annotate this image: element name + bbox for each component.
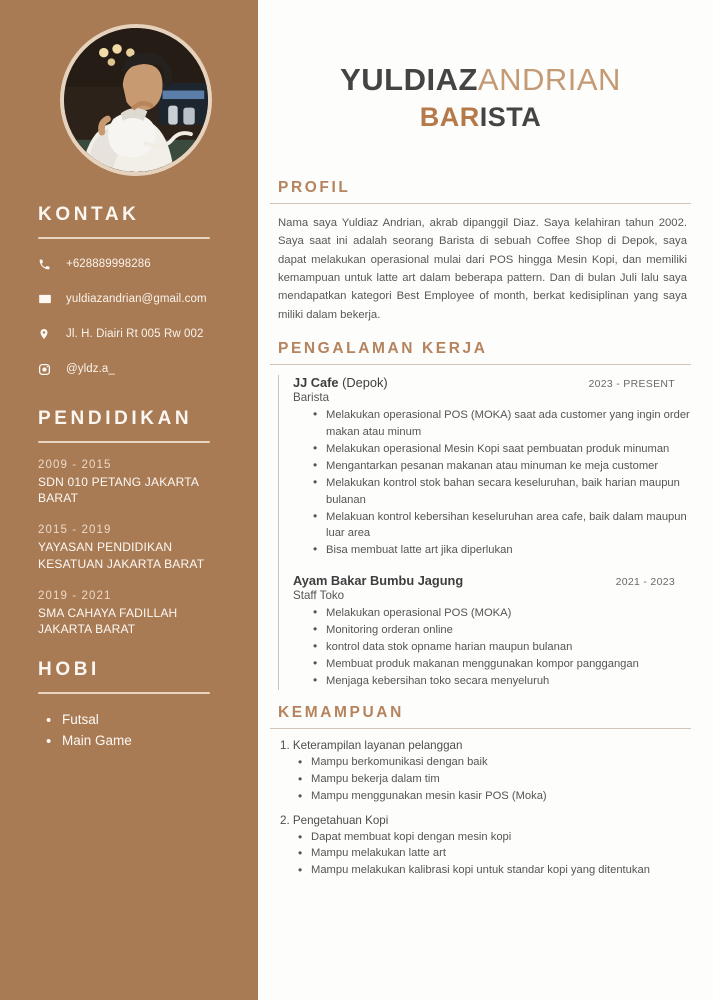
page-title	[270, 0, 691, 133]
experience-item	[293, 573, 691, 690]
contact-address-value: Jl. H. Diairi Rt 005 Rw 002	[66, 328, 204, 340]
experience-header	[293, 573, 691, 588]
education-years: 2009 - 2015	[38, 459, 112, 471]
education-item	[38, 524, 224, 571]
skill-bullets	[280, 829, 691, 879]
contact-heading: KONTAK	[38, 204, 140, 225]
experience-bullets	[293, 407, 691, 558]
contact-instagram-value: @yldz.a_	[66, 363, 115, 375]
list-item: • Melakukan operasional POS (MOKA)	[313, 605, 691, 621]
education-years: 2015 - 2019	[38, 524, 112, 537]
experience-org	[293, 375, 388, 390]
skill-group	[270, 814, 691, 879]
skills-heading: KEMAMPUAN	[278, 703, 404, 721]
education-item	[38, 590, 224, 637]
contact-divider	[38, 237, 210, 239]
main-content	[258, 0, 713, 1000]
contact-phone[interactable]	[38, 255, 224, 273]
education-heading: PENDIDIKAN	[38, 408, 193, 429]
profile-divider	[270, 203, 691, 205]
skill-group-title: 1. Keterampilan layanan pelanggan	[280, 739, 463, 753]
contact-section	[0, 204, 258, 378]
education-school: SMA CAHAYA FADILLAH JAKARTA BARAT	[38, 605, 178, 636]
job-title-rest: ISTA	[479, 101, 542, 132]
list-item: • Futsal	[44, 710, 224, 731]
sidebar	[0, 0, 258, 1000]
list-item: • Mampu melakukan latte art	[298, 845, 691, 862]
list-item: • Mampu berkomunikasi dengan baik	[298, 754, 691, 771]
experience-heading: PENGALAMAN KERJA	[278, 339, 488, 357]
avatar	[60, 24, 212, 176]
experience-org-location: (Depok)	[338, 375, 388, 391]
list-item: • Monitoring orderan online	[313, 622, 691, 638]
list-item: • Melakukan operasional POS (MOKA) saat ada customer yang ingin order makan atau minum	[313, 407, 691, 439]
list-item: • Melakukan operasional Mesin Kopi saat pembuatan produk minuman	[313, 441, 691, 457]
education-years: 2019 - 2021	[38, 589, 112, 602]
list-item: • kontrol data stok opname harian maupun bulanan	[313, 639, 691, 655]
contact-address[interactable]	[38, 325, 224, 343]
hobbies-divider	[38, 692, 210, 694]
contact-email-value: yuldiazandrian@gmail.com	[66, 293, 207, 305]
education-item	[38, 459, 224, 506]
location-pin-icon	[38, 325, 60, 343]
experience-list	[278, 375, 691, 689]
list-item: • Mampu menggunakan mesin kasir POS (Moka)	[298, 788, 691, 805]
last-name: ANDRIAN	[477, 62, 621, 97]
hobbies-list	[38, 710, 224, 752]
skill-group-title: 2. Pengetahuan Kopi	[280, 813, 389, 827]
education-section	[0, 408, 258, 637]
experience-section	[270, 340, 691, 690]
experience-org	[293, 573, 463, 588]
contact-email[interactable]	[38, 290, 224, 308]
list-item: • Mampu melakukan kalibrasi kopi untuk standar kopi yang ditentukan	[298, 862, 691, 879]
envelope-icon	[38, 290, 60, 308]
profile-section	[270, 179, 691, 324]
list-item: • Mampu bekerja dalam tim	[298, 771, 691, 788]
avatar-image	[64, 28, 208, 172]
education-school: SDN 010 PETANG JAKARTA BARAT	[38, 475, 199, 506]
skill-group	[270, 739, 691, 804]
experience-role: Staff Toko	[293, 588, 345, 602]
experience-item	[293, 375, 691, 558]
experience-divider	[270, 364, 691, 366]
experience-role: Barista	[293, 391, 330, 405]
experience-date: 2021 - 2023	[615, 575, 675, 588]
contact-instagram[interactable]	[38, 360, 224, 378]
list-item: • Mengantarkan pesanan makanan atau minuman ke meja customer	[313, 458, 691, 474]
contact-phone-value: +628889998286	[66, 258, 151, 270]
experience-header	[293, 375, 691, 390]
experience-date: 2023 - PRESENT	[588, 378, 675, 391]
list-item: • Membuat produk makanan menggunakan kompor panggangan	[313, 656, 691, 672]
list-item: • Main Game	[44, 731, 224, 752]
experience-org-name: JJ Cafe	[293, 375, 339, 391]
phone-icon	[38, 255, 60, 273]
list-item: • Melakukan kontrol stok bahan secara keseluruhan, baik harian maupun bulanan	[313, 475, 691, 507]
instagram-icon	[38, 360, 60, 378]
hobbies-heading: HOBI	[38, 659, 100, 681]
experience-org-name: Ayam Bakar Bumbu Jagung	[293, 572, 464, 588]
list-item: • Melakuan kontrol kebersihan keseluruhan area cafe, baik dalam maupun luar area	[313, 509, 691, 541]
skills-section	[270, 704, 691, 879]
profile-heading: PROFIL	[278, 178, 351, 196]
experience-bullets	[293, 605, 691, 690]
education-divider	[38, 441, 210, 443]
profile-text: Nama saya Yuldiaz Andrian, akrab dipanggil Diaz. Saya kelahiran tahun 2002. Saya saat ini adalah seorang Barista di sebuah Coffee Shop di Depok, saya dapat melakukan operasional mulai dari POS hingga Mesin Kopi, dan memiliki kemampuan untuk latte art dalam beberapa pattern. Dan di bulan Juli lalu saya mendapatkan kategori Best Employee of month, berkat kedisiplinan yang saya miliki dalam bekerja.	[278, 217, 687, 321]
list-item: • Menjaga kebersihan toko secara menyeluruh	[313, 673, 691, 689]
full-name	[270, 62, 691, 98]
education-school: YAYASAN PENDIDIKAN KESATUAN JAKARTA BARAT	[38, 540, 205, 571]
barista-photo-icon	[64, 28, 208, 172]
job-title-accent: BAR	[419, 101, 480, 132]
skill-bullets	[280, 754, 691, 804]
skills-divider	[270, 728, 691, 730]
first-name: YULDIAZ	[340, 62, 478, 97]
list-item: • Bisa membuat latte art jika diperlukan	[313, 542, 691, 558]
job-title	[270, 102, 691, 133]
list-item: • Dapat membuat kopi dengan mesin kopi	[298, 829, 691, 846]
hobbies-section	[0, 659, 258, 752]
